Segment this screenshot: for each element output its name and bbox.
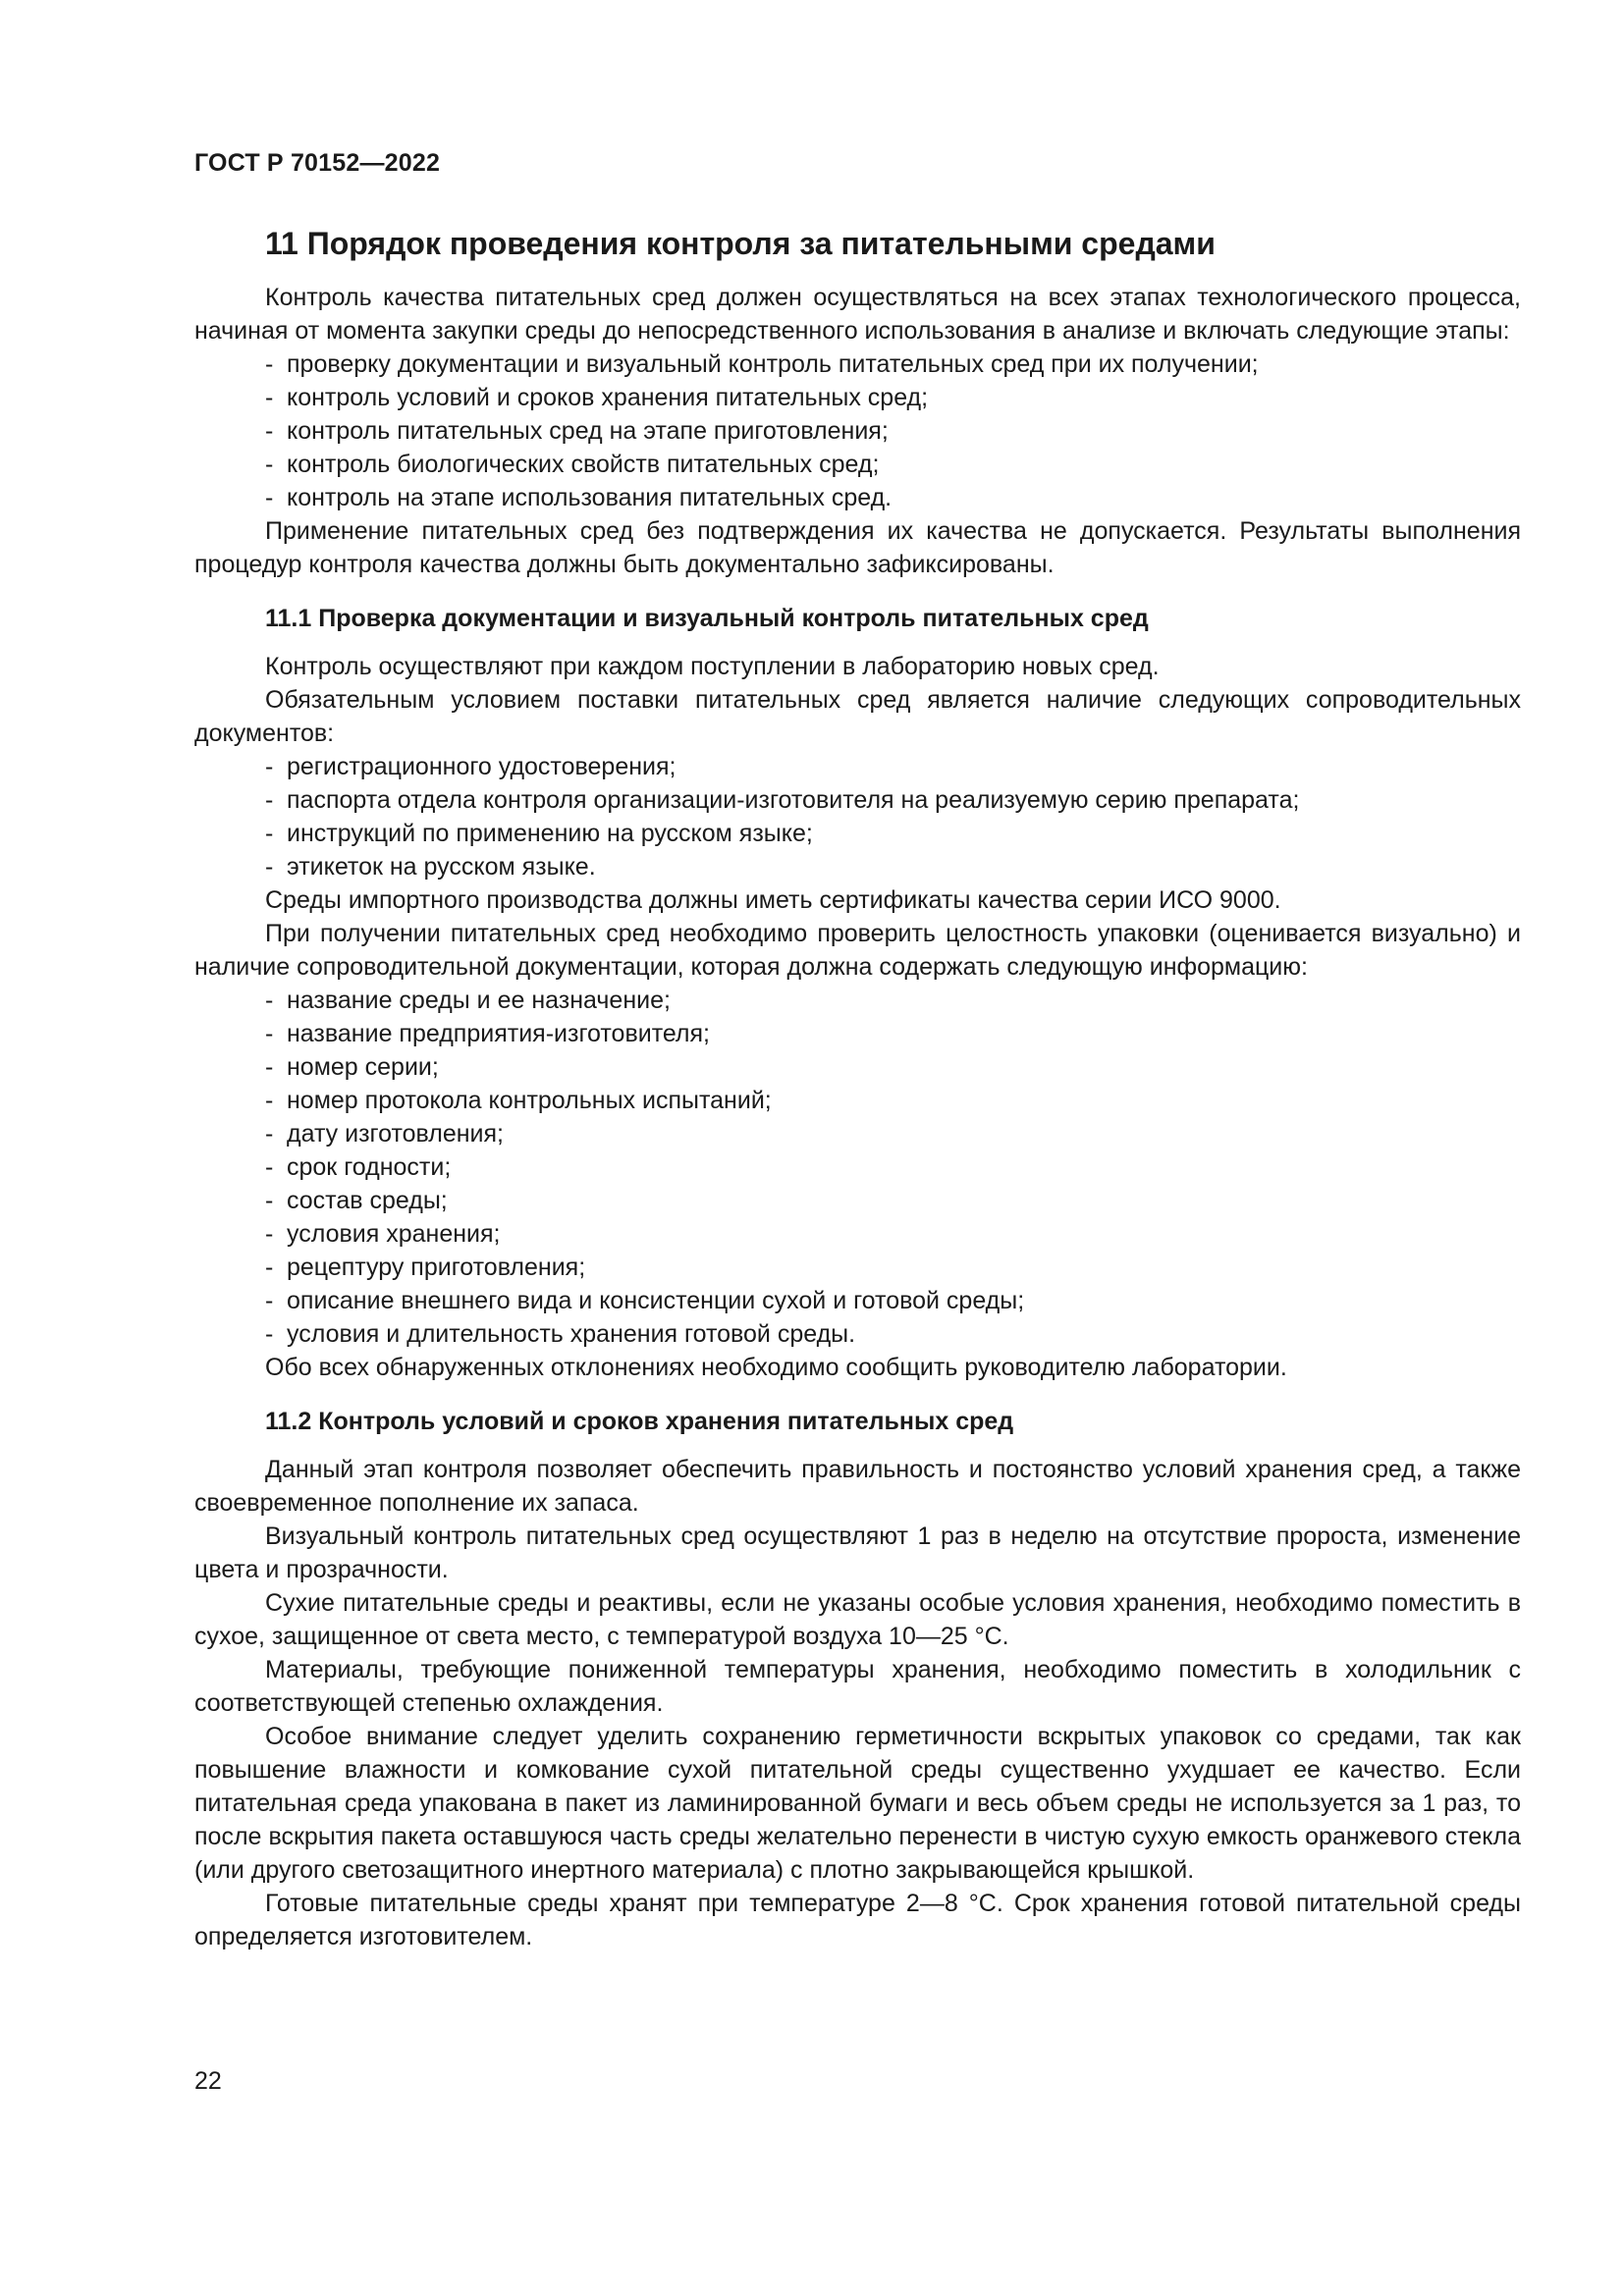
paragraph: Обязательным условием поставки питательных сред является наличие следующих сопроводительных документов: bbox=[194, 686, 1521, 747]
list-item: - срок годности; bbox=[265, 1150, 1521, 1184]
page-number: 22 bbox=[194, 2067, 222, 2095]
list-item: - условия и длительность хранения готовой среды. bbox=[265, 1317, 1521, 1351]
list-item: - состав среды; bbox=[265, 1184, 1521, 1217]
paragraph: При получении питательных сред необходимо проверить целостность упаковки (оценивается визуально) и наличие сопроводительной документации, которая должна содержать следующую информацию: bbox=[194, 920, 1521, 981]
list-item: - контроль на этапе использования питательных сред. bbox=[265, 481, 1521, 514]
paragraph: Контроль осуществляют при каждом поступлении в лабораторию новых сред. bbox=[265, 653, 1160, 680]
list-item: - контроль питательных сред на этапе приготовления; bbox=[265, 414, 1521, 448]
paragraph: Среды импортного производства должны иметь сертификаты качества серии ИСО 9000. bbox=[265, 886, 1281, 914]
paragraph: Особое внимание следует уделить сохранению герметичности вскрытых упаковок со средами, так как повышение влажности и комкование сухой питательной среды существенно ухудшает ее качество. Если питательная среда упакована в пакет из ламинированной бумаги и весь объем среды не используется за 1 раз, то после вскрытия пакета оставшуюся часть среды желательно перенести в чистую сухую емкость оранжевого стекла (или другого светозащитного инертного материала) с плотно закрывающейся крышкой. bbox=[194, 1723, 1521, 1884]
list-item: - название предприятия-изготовителя; bbox=[265, 1017, 1521, 1050]
list-item: - этикеток на русском языке. bbox=[265, 850, 1521, 883]
list-item: - описание внешнего вида и консистенции сухой и готовой среды; bbox=[265, 1284, 1521, 1317]
paragraph: Сухие питательные среды и реактивы, если не указаны особые условия хранения, необходимо поместить в сухое, защищенное от света место, с температурой воздуха 10—25 °С. bbox=[194, 1589, 1521, 1650]
info-list bbox=[194, 984, 1521, 1351]
section-intro-paragraph: Контроль качества питательных сред должен осуществляться на всех этапах технологического процесса, начиная от момента закупки среды до непосредственного использования в анализе и включать следующие этапы: bbox=[194, 284, 1521, 345]
document-body bbox=[194, 222, 1521, 1953]
list-item: - проверку документации и визуальный контроль питательных сред при их получении; bbox=[265, 347, 1521, 381]
paragraph: Визуальный контроль питательных сред осуществляют 1 раз в неделю на отсутствие пророста, изменение цвета и прозрачности. bbox=[194, 1522, 1521, 1583]
stages-list bbox=[194, 347, 1521, 514]
document-code-header: ГОСТ Р 70152—2022 bbox=[194, 149, 441, 177]
list-item: - контроль условий и сроков хранения питательных сред; bbox=[265, 381, 1521, 414]
documents-list bbox=[194, 750, 1521, 883]
paragraph: Данный этап контроля позволяет обеспечить правильность и постоянство условий хранения сред, а также своевременное пополнение их запаса. bbox=[194, 1456, 1521, 1517]
paragraph: Обо всех обнаруженных отклонениях необходимо сообщить руководителю лаборатории. bbox=[265, 1354, 1287, 1381]
subsection-11-1-title: 11.1 Проверка документации и визуальный контроль питательных сред bbox=[265, 605, 1149, 632]
section-conclusion-paragraph: Применение питательных сред без подтверждения их качества не допускается. Результаты выполнения процедур контроля качества должны быть документально зафиксированы. bbox=[194, 517, 1521, 578]
paragraph: Готовые питательные среды хранят при температуре 2—8 °С. Срок хранения готовой питательной среды определяется изготовителем. bbox=[194, 1890, 1521, 1950]
list-item: - контроль биологических свойств питательных сред; bbox=[265, 448, 1521, 481]
list-item: - название среды и ее назначение; bbox=[265, 984, 1521, 1017]
subsection-11-2-title: 11.2 Контроль условий и сроков хранения питательных сред bbox=[265, 1408, 1014, 1435]
list-item: - номер серии; bbox=[265, 1050, 1521, 1084]
list-item: - инструкций по применению на русском языке; bbox=[265, 817, 1521, 850]
section-title: 11 Порядок проведения контроля за питательными средами bbox=[265, 226, 1216, 261]
list-item: - номер протокола контрольных испытаний; bbox=[265, 1084, 1521, 1117]
list-item: - регистрационного удостоверения; bbox=[265, 750, 1521, 783]
paragraph: Материалы, требующие пониженной температуры хранения, необходимо поместить в холодильник с соответствующей степенью охлаждения. bbox=[194, 1656, 1521, 1717]
list-item: - условия хранения; bbox=[265, 1217, 1521, 1251]
list-item: - рецептуру приготовления; bbox=[265, 1251, 1521, 1284]
list-item: - паспорта отдела контроля организации-изготовителя на реализуемую серию препарата; bbox=[265, 783, 1521, 817]
list-item: - дату изготовления; bbox=[265, 1117, 1521, 1150]
